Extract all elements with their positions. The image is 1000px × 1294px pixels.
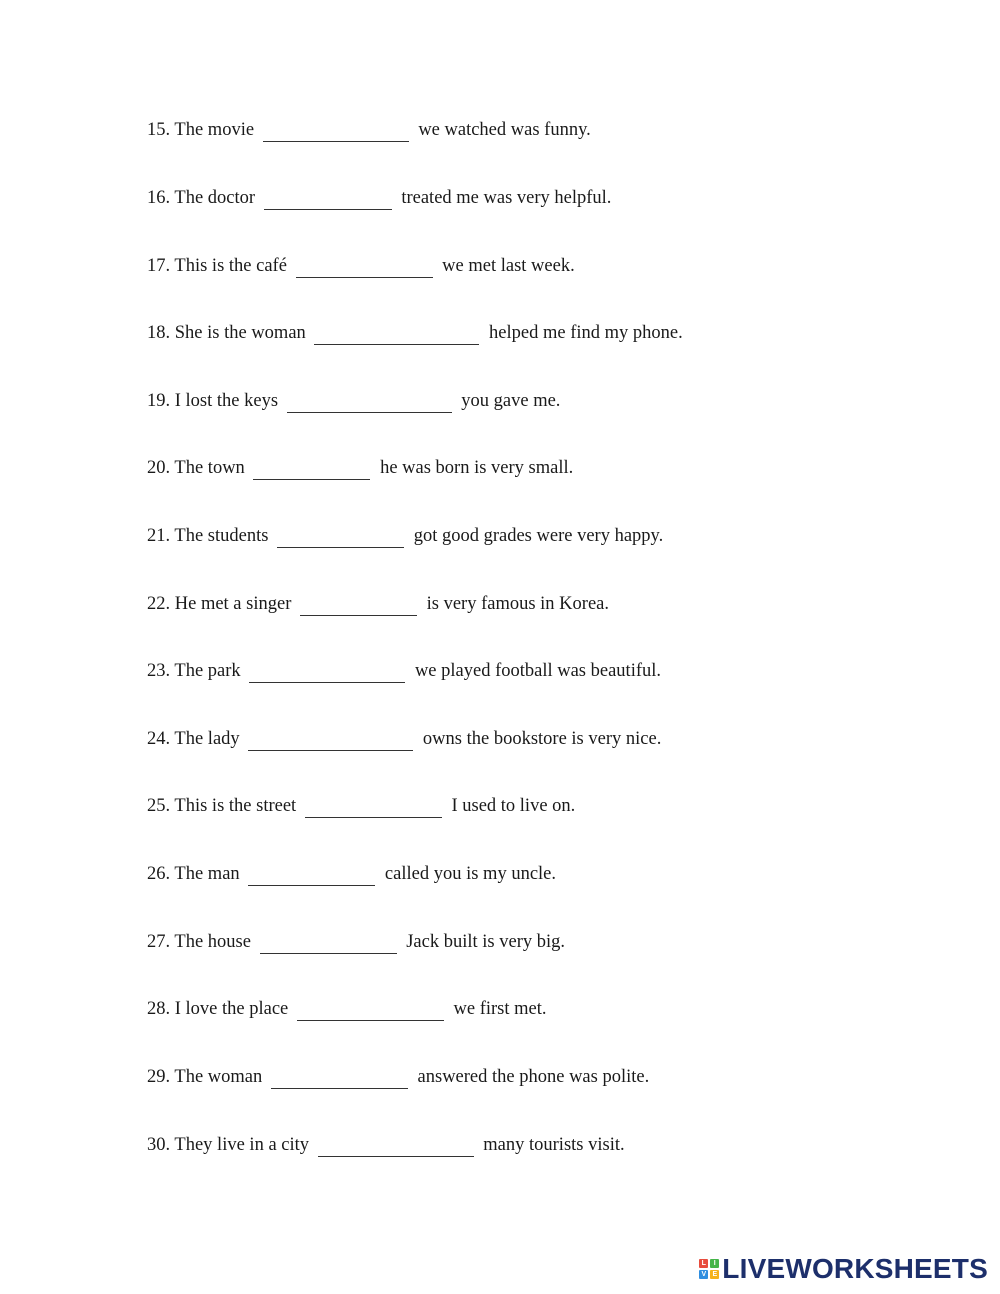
question-text-after: helped me find my phone.: [489, 323, 683, 343]
question-number: 15.: [147, 120, 171, 140]
answer-blank[interactable]: [300, 594, 417, 616]
question-text-before: The woman: [174, 1067, 263, 1087]
question-text-after: he was born is very small.: [380, 458, 574, 478]
question-text-before: The park: [174, 661, 241, 681]
question-text-before: The lady: [174, 729, 240, 749]
question-text-before: I love the place: [174, 999, 289, 1019]
question-text-after: I used to live on.: [451, 796, 576, 816]
answer-input-16[interactable]: [264, 188, 392, 210]
question-29: [147, 1064, 649, 1090]
question-number: 22.: [147, 594, 171, 614]
answer-blank[interactable]: [318, 1135, 474, 1157]
question-text-after: we met last week.: [442, 256, 575, 276]
question-text-after: many tourists visit.: [483, 1135, 625, 1155]
question-27: [147, 929, 565, 955]
question-number: 25.: [147, 796, 171, 816]
question-text-after: owns the bookstore is very nice.: [422, 729, 662, 749]
answer-input-15[interactable]: [263, 120, 409, 142]
answer-input-18[interactable]: [314, 323, 479, 345]
answer-input-29[interactable]: [271, 1067, 408, 1089]
mark-letter-i: I: [710, 1259, 719, 1268]
question-text-before: They live in a city: [174, 1135, 310, 1155]
question-text-before: The doctor: [174, 188, 256, 208]
answer-input-22[interactable]: [300, 594, 417, 616]
answer-input-30[interactable]: [318, 1135, 474, 1157]
answer-input-19[interactable]: [287, 391, 452, 413]
question-number: 28.: [147, 999, 171, 1019]
question-19: [147, 388, 560, 414]
answer-blank[interactable]: [271, 1067, 408, 1089]
question-number: 17.: [147, 256, 171, 276]
question-number: 19.: [147, 391, 171, 411]
question-text-before: This is the café: [174, 256, 287, 276]
question-number: 21.: [147, 526, 171, 546]
question-number: 29.: [147, 1067, 171, 1087]
question-number: 18.: [147, 323, 171, 343]
question-text-before: He met a singer: [174, 594, 292, 614]
question-text-after: treated me was very helpful.: [401, 188, 612, 208]
mark-letter-l: L: [699, 1259, 708, 1268]
question-number: 24.: [147, 729, 171, 749]
answer-input-17[interactable]: [296, 256, 433, 278]
question-text-after: Jack built is very big.: [406, 932, 566, 952]
answer-blank[interactable]: [314, 323, 479, 345]
question-text-after: called you is my uncle.: [384, 864, 557, 884]
answer-input-23[interactable]: [249, 661, 405, 683]
answer-blank[interactable]: [253, 458, 370, 480]
question-24: [147, 726, 661, 752]
question-text-after: we played football was beautiful.: [414, 661, 662, 681]
question-text-after: we first met.: [453, 999, 547, 1019]
question-text-before: This is the street: [174, 796, 297, 816]
question-17: [147, 253, 575, 279]
answer-input-28[interactable]: [297, 999, 444, 1021]
question-30: [147, 1132, 625, 1158]
question-text-after: we watched was funny.: [418, 120, 591, 140]
question-21: [147, 523, 663, 549]
question-text-before: The movie: [174, 120, 255, 140]
question-18: [147, 320, 683, 346]
answer-blank[interactable]: [277, 526, 404, 548]
question-text-after: answered the phone was polite.: [417, 1067, 650, 1087]
answer-blank[interactable]: [249, 661, 405, 683]
question-text-before: I lost the keys: [174, 391, 279, 411]
answer-blank[interactable]: [287, 391, 452, 413]
answer-blank[interactable]: [264, 188, 392, 210]
question-text-before: The students: [174, 526, 269, 546]
answer-input-27[interactable]: [260, 932, 397, 954]
question-text-after: you gave me.: [461, 391, 561, 411]
mark-letter-e: E: [710, 1270, 719, 1279]
mark-letter-v: V: [699, 1270, 708, 1279]
question-26: [147, 861, 556, 887]
question-20: [147, 455, 573, 481]
question-22: [147, 591, 609, 617]
answer-blank[interactable]: [263, 120, 409, 142]
question-text-after: is very famous in Korea.: [426, 594, 610, 614]
question-text-before: The man: [174, 864, 240, 884]
question-16: [147, 185, 611, 211]
question-15: [147, 117, 591, 143]
answer-blank[interactable]: [248, 864, 375, 886]
question-28: [147, 996, 547, 1022]
liveworksheets-logo: [699, 1254, 988, 1284]
question-number: 30.: [147, 1135, 171, 1155]
question-number: 20.: [147, 458, 171, 478]
answer-input-21[interactable]: [277, 526, 404, 548]
answer-blank[interactable]: [260, 932, 397, 954]
question-text-before: The house: [174, 932, 251, 952]
liveworksheets-mark-icon: [699, 1259, 719, 1279]
answer-blank[interactable]: [297, 999, 444, 1021]
answer-blank[interactable]: [305, 796, 442, 818]
question-number: 26.: [147, 864, 171, 884]
question-25: [147, 793, 575, 819]
question-number: 16.: [147, 188, 171, 208]
answer-input-20[interactable]: [253, 458, 370, 480]
question-23: [147, 658, 661, 684]
question-text-before: The town: [174, 458, 245, 478]
answer-input-25[interactable]: [305, 796, 442, 818]
question-number: 27.: [147, 932, 171, 952]
answer-blank[interactable]: [248, 729, 413, 751]
answer-input-26[interactable]: [248, 864, 375, 886]
answer-input-24[interactable]: [248, 729, 413, 751]
answer-blank[interactable]: [296, 256, 433, 278]
question-number: 23.: [147, 661, 171, 681]
question-text-after: got good grades were very happy.: [413, 526, 664, 546]
liveworksheets-wordmark: LIVEWORKSHEETS: [722, 1253, 988, 1284]
question-text-before: She is the woman: [174, 323, 306, 343]
